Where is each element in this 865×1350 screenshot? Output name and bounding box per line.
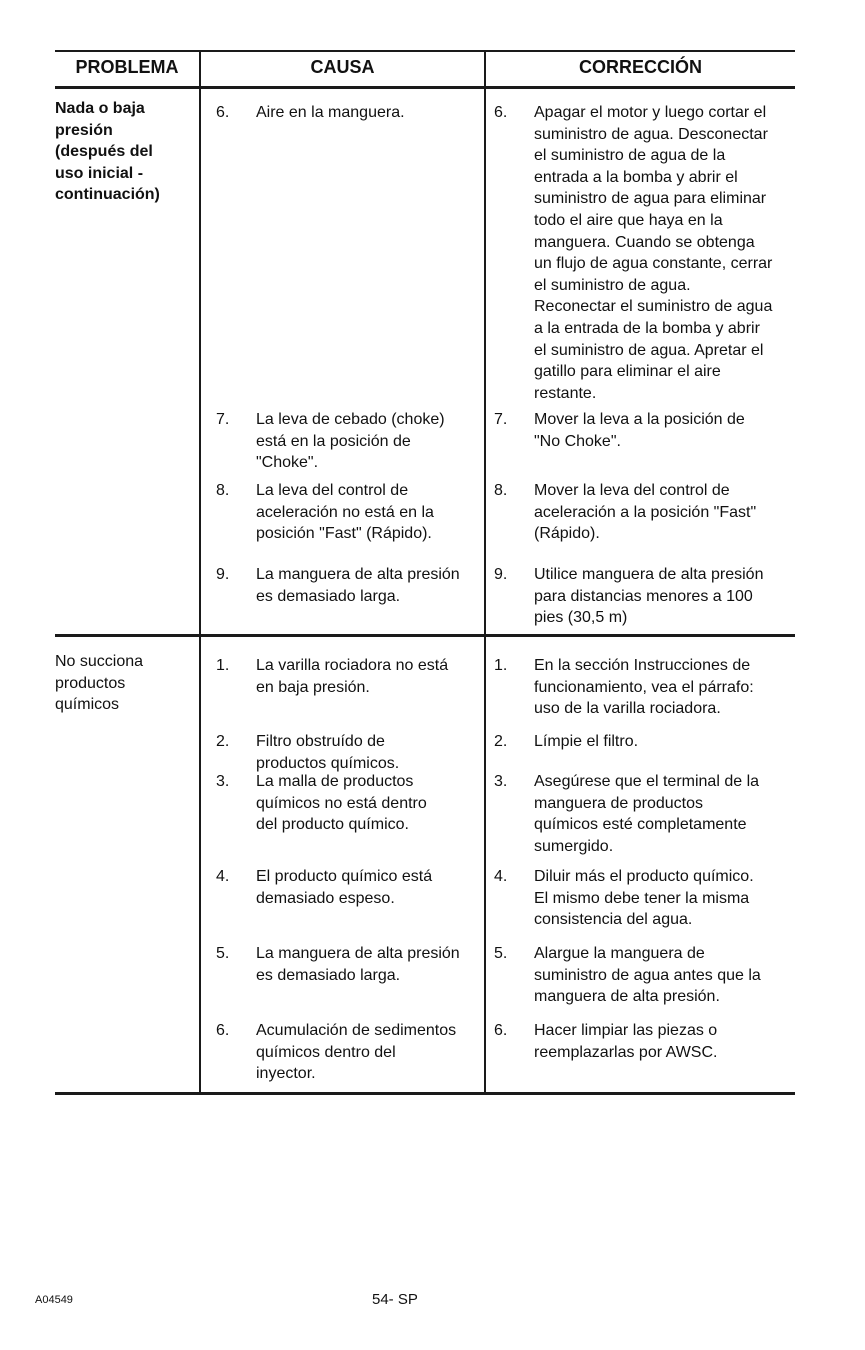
page-number: 54- SP bbox=[372, 1291, 418, 1308]
cause-number: 2. bbox=[216, 733, 230, 750]
correction-text: Utilice manguera de alta presión para distancias menores a 100 pies (30,5 m) bbox=[534, 566, 764, 627]
table-top-rule bbox=[55, 50, 795, 52]
correction-text: Hacer limpiar las piezas o reemplazarlas por AWSC. bbox=[534, 1022, 718, 1061]
cause-number: 6. bbox=[216, 104, 230, 121]
correction-text: Mover la leva del control de aceleración a la posición "Fast" (Rápido). bbox=[534, 482, 757, 543]
cause-text: La manguera de alta presión es demasiado larga. bbox=[256, 945, 460, 984]
correction-number: 1. bbox=[494, 657, 508, 674]
problem-label: No succiona productos químicos bbox=[55, 653, 144, 714]
cause-number: 1. bbox=[216, 657, 230, 674]
header-correction: CORRECCIÓN bbox=[578, 57, 702, 77]
correction-number: 7. bbox=[494, 411, 508, 428]
correction-text: Asegúrese que el terminal de la manguera de productos químicos esté completamente sumergido. bbox=[534, 773, 760, 855]
header-problem: PROBLEMA bbox=[75, 57, 179, 77]
cause-text: La leva del control de aceleración no está en la posición "Fast" (Rápido). bbox=[256, 482, 434, 543]
cause-text: Filtro obstruído de productos químicos. bbox=[256, 733, 400, 772]
cause-number: 7. bbox=[216, 411, 230, 428]
correction-number: 5. bbox=[494, 945, 508, 962]
cause-text: Aire en la manguera. bbox=[256, 104, 405, 121]
cause-text: El producto químico está demasiado espeso. bbox=[256, 868, 433, 907]
cause-number: 4. bbox=[216, 868, 230, 885]
header-bottom-rule bbox=[55, 86, 795, 89]
correction-text: En la sección Instrucciones de funcionamiento, vea el párrafo: uso de la varilla rociadora. bbox=[534, 657, 754, 718]
correction-number: 6. bbox=[494, 104, 508, 121]
cause-text: La varilla rociadora no está en baja presión. bbox=[256, 657, 449, 696]
table-bottom-rule bbox=[55, 1092, 795, 1095]
correction-text: Alargue la manguera de suministro de agua antes que la manguera de alta presión. bbox=[534, 945, 761, 1006]
cause-number: 8. bbox=[216, 482, 230, 499]
header-cause: CAUSA bbox=[310, 57, 375, 77]
problem-label: Nada o baja presión (después del uso inicial - continuación) bbox=[55, 100, 160, 204]
correction-number: 6. bbox=[494, 1022, 508, 1039]
correction-number: 4. bbox=[494, 868, 508, 885]
correction-number: 2. bbox=[494, 733, 508, 750]
correction-number: 8. bbox=[494, 482, 508, 499]
correction-number: 3. bbox=[494, 773, 508, 790]
cause-text: La manguera de alta presión es demasiado larga. bbox=[256, 566, 460, 605]
cause-text: La leva de cebado (choke) está en la posición de "Choke". bbox=[256, 411, 445, 472]
correction-text: Diluir más el producto químico. El mismo debe tener la misma consistencia del agua. bbox=[534, 868, 754, 929]
column-divider-problem-cause bbox=[199, 50, 201, 1094]
correction-text: Mover la leva a la posición de "No Choke". bbox=[534, 411, 745, 450]
column-divider-cause-correction bbox=[484, 50, 486, 1094]
cause-number: 9. bbox=[216, 566, 230, 583]
correction-number: 9. bbox=[494, 566, 508, 583]
group-divider-rule bbox=[55, 634, 795, 637]
correction-text: Límpie el filtro. bbox=[534, 733, 639, 750]
cause-number: 5. bbox=[216, 945, 230, 962]
cause-text: La malla de productos químicos no está dentro del producto químico. bbox=[256, 773, 427, 834]
cause-text: Acumulación de sedimentos químicos dentro del inyector. bbox=[256, 1022, 457, 1083]
cause-number: 3. bbox=[216, 773, 230, 790]
cause-number: 6. bbox=[216, 1022, 230, 1039]
document-code: A04549 bbox=[35, 1294, 73, 1306]
correction-text: Apagar el motor y luego cortar el suministro de agua. Desconectar el suministro de agua de la entrada a la bomba y abrir el suministro de agua para eliminar todo el aire que haya en la manguera. Cuando se obtenga un flujo de agua constante, cerrar el suministro de agua. Reconectar el suministro de agua a la entrada de la bomba y abrir el suministro de agua. Apretar el gatillo para eliminar el aire restante. bbox=[534, 104, 773, 402]
